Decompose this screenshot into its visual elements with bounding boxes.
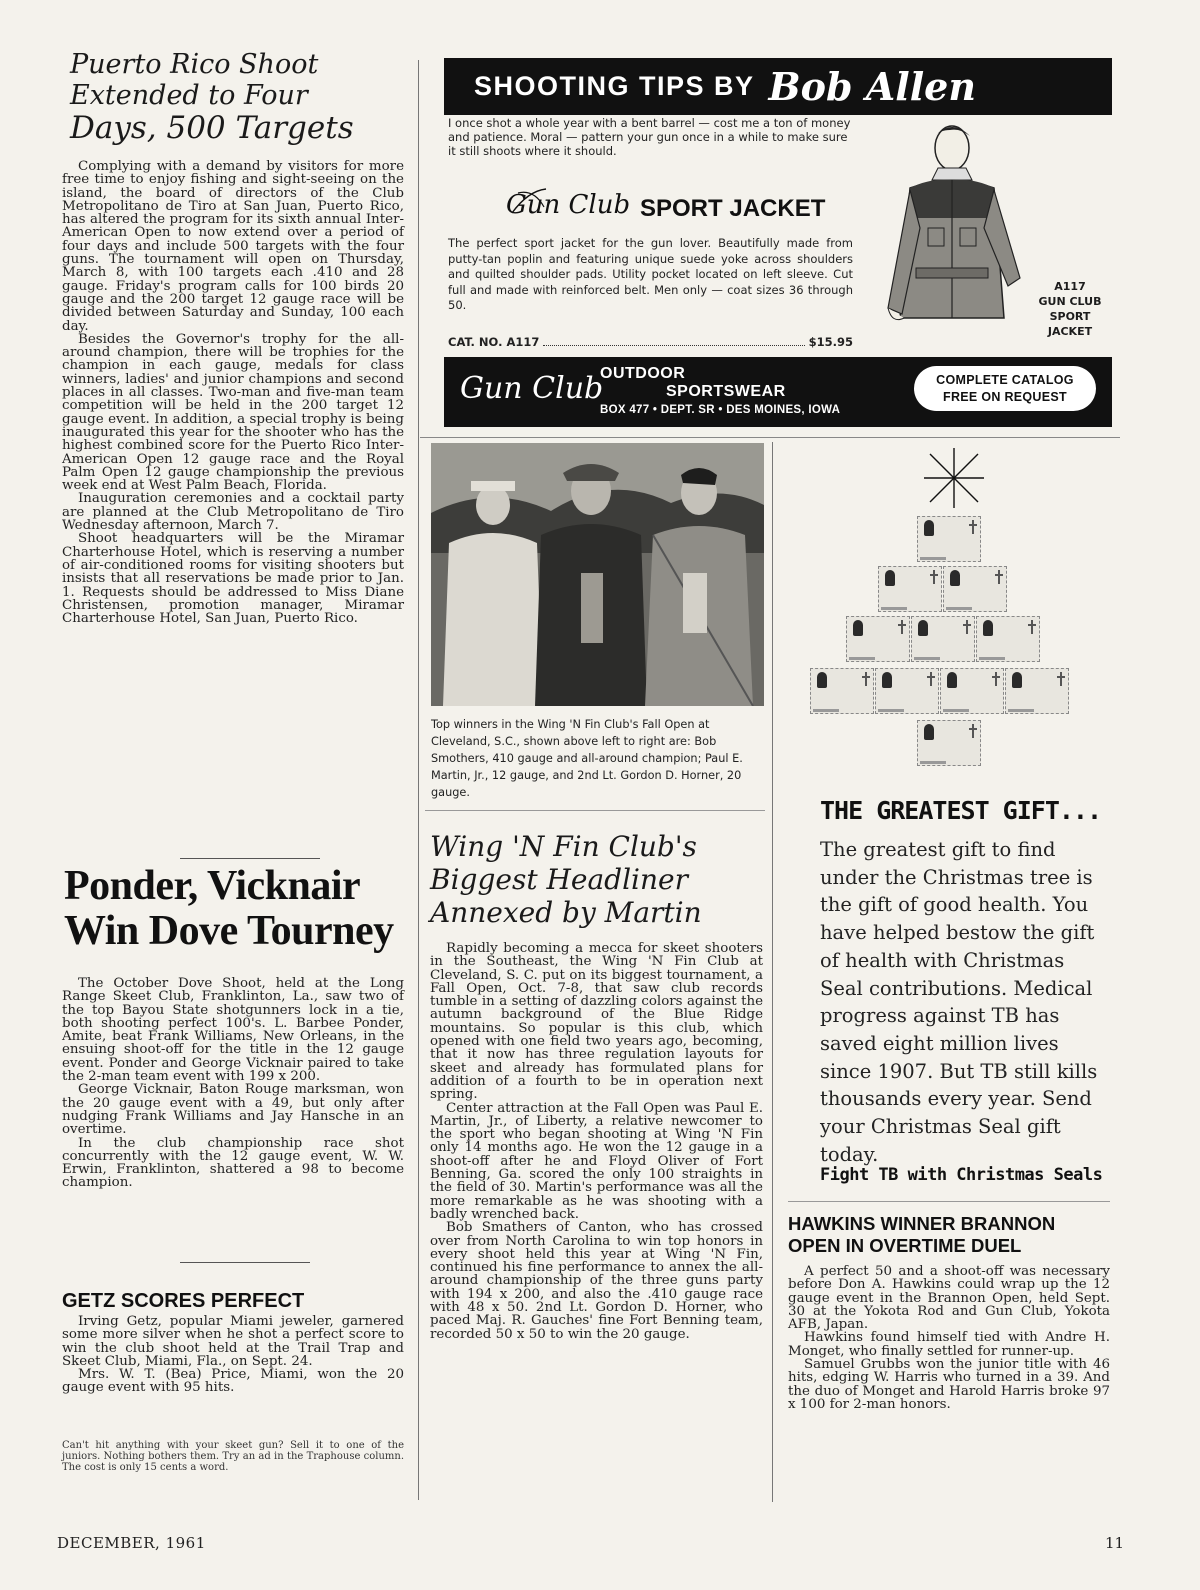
seal-stamp: [917, 720, 981, 766]
paragraph: George Vicknair, Baton Rouge marksman, won the 20 gauge event with a 49, but only after nudging Frank Williams and Jay Hansche in an overtime.: [62, 1082, 404, 1138]
paragraph: The October Dove Shoot, held at the Long Range Skeet Club, Franklinton, La., saw two of the top Bayou State shotgunners lock in a tie, both shooting perfect 100's. L. Barbee Ponder, Amite, beat Frank Williams, New Orleans, in the ensuing shoot-off for the title in the 12 gauge event. Ponder and George Vicknair paired to take the 2-man team event with 199 x 200.: [62, 976, 404, 1085]
leader-dots: [543, 335, 804, 346]
footer-outdoor: OUTDOOR: [600, 365, 686, 382]
christmas-seal-text: The greatest gift to find under the Christmas tree is the gift of good health. You have helped bestow the gift of health with Christmas Seal contributions. Medical progress against TB has saved eight million lives since 1907. But TB still kills thousands every year. Send your Christmas Seal gift today.: [820, 838, 1098, 1166]
photo-caption: Top winners in the Wing 'N Fin Club's Fall Open at Cleveland, S.C., shown above left to right are: Bob Smothers, 410 gauge and all-around champion; Paul E. Martin, Jr., 12 gauge, and 2nd Lt. Gordon D. Horner, 20 gauge.: [431, 718, 743, 799]
paragraph: In the club championship race shot concurrently with the 12 gauge event, W. W. Erwin, Franklinton, shattered a 98 to become champion.: [62, 1135, 404, 1191]
gun-club-logo: Gun Club: [506, 190, 631, 220]
seal-stamp: [940, 668, 1004, 714]
price: $15.95: [808, 335, 853, 349]
winners-photo: [431, 443, 764, 706]
hawkins-article: [788, 1265, 1110, 1411]
seal-stamp: [878, 566, 942, 612]
footer-date: DECEMBER, 1961: [57, 1534, 206, 1552]
paragraph: Shoot headquarters will be the Miramar Charterhouse Hotel, which is reserving a number of air-conditioned rooms for visiting shooters but insists that all reservations be made prior to Jan. 1. Requests should be addressed to Miss Diane Christensen, promotion manager, Miramar Charterhouse Hotel, San Juan, Puerto Rico.: [62, 531, 404, 627]
paragraph: Samuel Grubbs won the junior title with 46 hits, edging W. Harris who turned in a 39. And the duo of Monget and Harold Harris broke 97 x 100 for 2-man honors.: [788, 1357, 1110, 1412]
jacket-figure-caption: A117 GUN CLUB SPORT JACKET: [1038, 280, 1102, 338]
getz-article: [62, 1315, 404, 1395]
paragraph: Irving Getz, popular Miami jeweler, garnered some more silver when he shot a perfect score to win the club shoot held at the Trail Trap and Skeet Club, Miami, Fla., on Sept. 24.: [62, 1314, 404, 1369]
footer-address: BOX 477 • DEPT. SR • DES MOINES, IOWA: [600, 404, 841, 416]
ponder-headline: Ponder, Vicknair Win Dove Tourney: [64, 863, 394, 954]
getz-headline: GETZ SCORES PERFECT: [62, 1290, 305, 1312]
ad-catalog-line: [448, 335, 853, 349]
paragraph: Bob Smathers of Canton, who has crossed over from North Carolina to win top honors in every shoot held this year at Wing 'N Fin, continued his fine performance to annex the all-around championship of the three guns party with 194 x 200, and also the .410 gauge race with 48 x 50. 2nd Lt. Gordon D. Horner, who paced Maj. R. Gauches' fine Fort Benning team, recorded 50 x 50 to win the 20 gauge.: [430, 1220, 763, 1342]
catalog-offer-badge: COMPLETE CATALOG FREE ON REQUEST: [914, 366, 1096, 411]
paragraph: Rapidly becoming a mecca for skeet shooters in the Southeast, the Wing 'N Fin Club at Cleveland, S. C. put on its biggest tournament, a Fall Open, Oct. 7-8, that saw club records tumble in a setting of dazzling colors against the autumn background of the Blue Ridge mountains. So popular is this club, which opened with one field two years ago, becoming, that it now has three regulation layouts for skeet and already has formulated plans for addition of a fourth to be in operation next spring.: [430, 941, 763, 1103]
hawkins-headline: HAWKINS WINNER BRANNON OPEN IN OVERTIME DUEL: [788, 1213, 1056, 1256]
star-icon: [924, 448, 984, 508]
divider: [180, 1262, 310, 1263]
ad-banner-title: SHOOTING TIPS BY: [474, 71, 755, 101]
divider: [180, 858, 320, 859]
ad-footer-bar: [444, 357, 1112, 427]
christmas-seal-tree: [808, 508, 1098, 778]
seal-stamp: [976, 616, 1040, 662]
ponder-article: [62, 977, 404, 1190]
column-rule-left: [418, 60, 419, 1500]
greatest-gift-headline: THE GREATEST GIFT...: [820, 796, 1102, 825]
column-rule-right: [772, 442, 773, 1502]
ad-description: The perfect sport jacket for the gun lover. Beautifully made from putty-tan poplin and featuring unique suede yoke across shoulders and quilted shoulder pads. Utility pocket located on left sleeve. Cut full and made with reinforced belt. Men only — coat sizes 36 through 50.: [448, 236, 853, 312]
wing-article: [430, 942, 763, 1341]
ad-banner: [444, 58, 1112, 115]
paragraph: Center attraction at the Fall Open was Paul E. Martin, Jr., of Liberty, a relative newcomer to the sport who began shooting at Wing 'N Fin only 14 months ago. He won the 12 gauge in a shoot-off after he and Floyd Oliver of Fort Benning, Ga. scored the only 100 straights in the field of 30. Martin's performance was all the more remarkable as he was shooting with a badly wrenched back.: [430, 1100, 763, 1222]
catalog-number: CAT. NO. A117: [448, 335, 540, 349]
seal-stamp: [943, 566, 1007, 612]
paragraph: Hawkins found himself tied with Andre H. Monget, who finally settled for runner-up.: [788, 1330, 1110, 1359]
seal-stamp: [875, 668, 939, 714]
page-number: 11: [1105, 1534, 1125, 1552]
bob-allen-signature: Bob Allen: [768, 64, 976, 109]
christmas-seal-tagline: Fight TB with Christmas Seals: [820, 1165, 1103, 1185]
seal-stamp: [1005, 668, 1069, 714]
ad-product-title: SPORT JACKET: [640, 195, 826, 222]
ad-tip: I once shot a whole year with a bent barrel — cost me a ton of money and patience. Moral — pattern your gun once in a while to make sure it still shoots where it should.: [448, 116, 851, 158]
paragraph: A perfect 50 and a shoot-off was necessary before Don A. Hawkins could wrap up the 12 gauge event in the Brannon Open, held Sept. 30 at the Yokota Rod and Gun Club, Yokota AFB, Japan.: [788, 1264, 1110, 1333]
paragraph: Besides the Governor's trophy for the all-around champion, there will be trophies for the champion in each gauge, medals for class winners, ladies' and junior champions and second places in all classes. Two-man and five-man team competition will be held in the 200 target 12 gauge event. In addition, a special trophy is being inaugurated this year for the shooter who has the highest combined score for the Puerto Rico Inter-American Open 12 gauge race and the Royal Palm Open 12 gauge championship the previous week end at West Palm Beach, Florida.: [62, 331, 404, 494]
paragraph: Mrs. W. T. (Bea) Price, Miami, won the 20 gauge event with 95 hits.: [62, 1367, 404, 1396]
seal-stamp: [911, 616, 975, 662]
seal-stamp: [810, 668, 874, 714]
paragraph: Complying with a demand by visitors for more free time to enjoy fishing and sight-seeing on the island, the board of directors of the Club Metropolitano de Tiro at San Juan, Puerto Rico, has altered the program for its sixth annual Inter-American Open to now extend over a period of four days and include 500 targets with the four guns. The tournament will open on Thursday, March 8, with 100 targets each .410 and 28 gauge. Friday's program calls for 100 birds 20 gauge and the 200 target 12 gauge race will be divided between Saturday and Sunday, 100 each day.: [62, 159, 404, 334]
paragraph: Inauguration ceremonies and a cocktail party are planned at the Club Metropolitano de Tiro Wednesday afternoon, March 7.: [62, 491, 404, 534]
wing-headline: Wing 'N Fin Club's Biggest Headliner Annexed by Martin: [430, 830, 702, 929]
divider: [420, 437, 1120, 438]
puerto-rico-article: [62, 160, 404, 625]
seal-stamp: [846, 616, 910, 662]
divider: [788, 1201, 1110, 1202]
divider: [425, 810, 765, 811]
classified-note: Can't hit anything with your skeet gun? Sell it to one of the juniors. Nothing bothers them. Try an ad in the Traphouse column. The cost is only 15 cents a word.: [62, 1440, 404, 1473]
seal-stamp: [917, 516, 981, 562]
gun-club-footer-logo: Gun Club: [460, 371, 604, 406]
puerto-rico-headline: Puerto Rico Shoot Extended to Four Days, 500 Targets: [70, 49, 354, 146]
sport-jacket-illustration: [880, 118, 1030, 343]
footer-sportswear: SPORTSWEAR: [666, 383, 786, 400]
